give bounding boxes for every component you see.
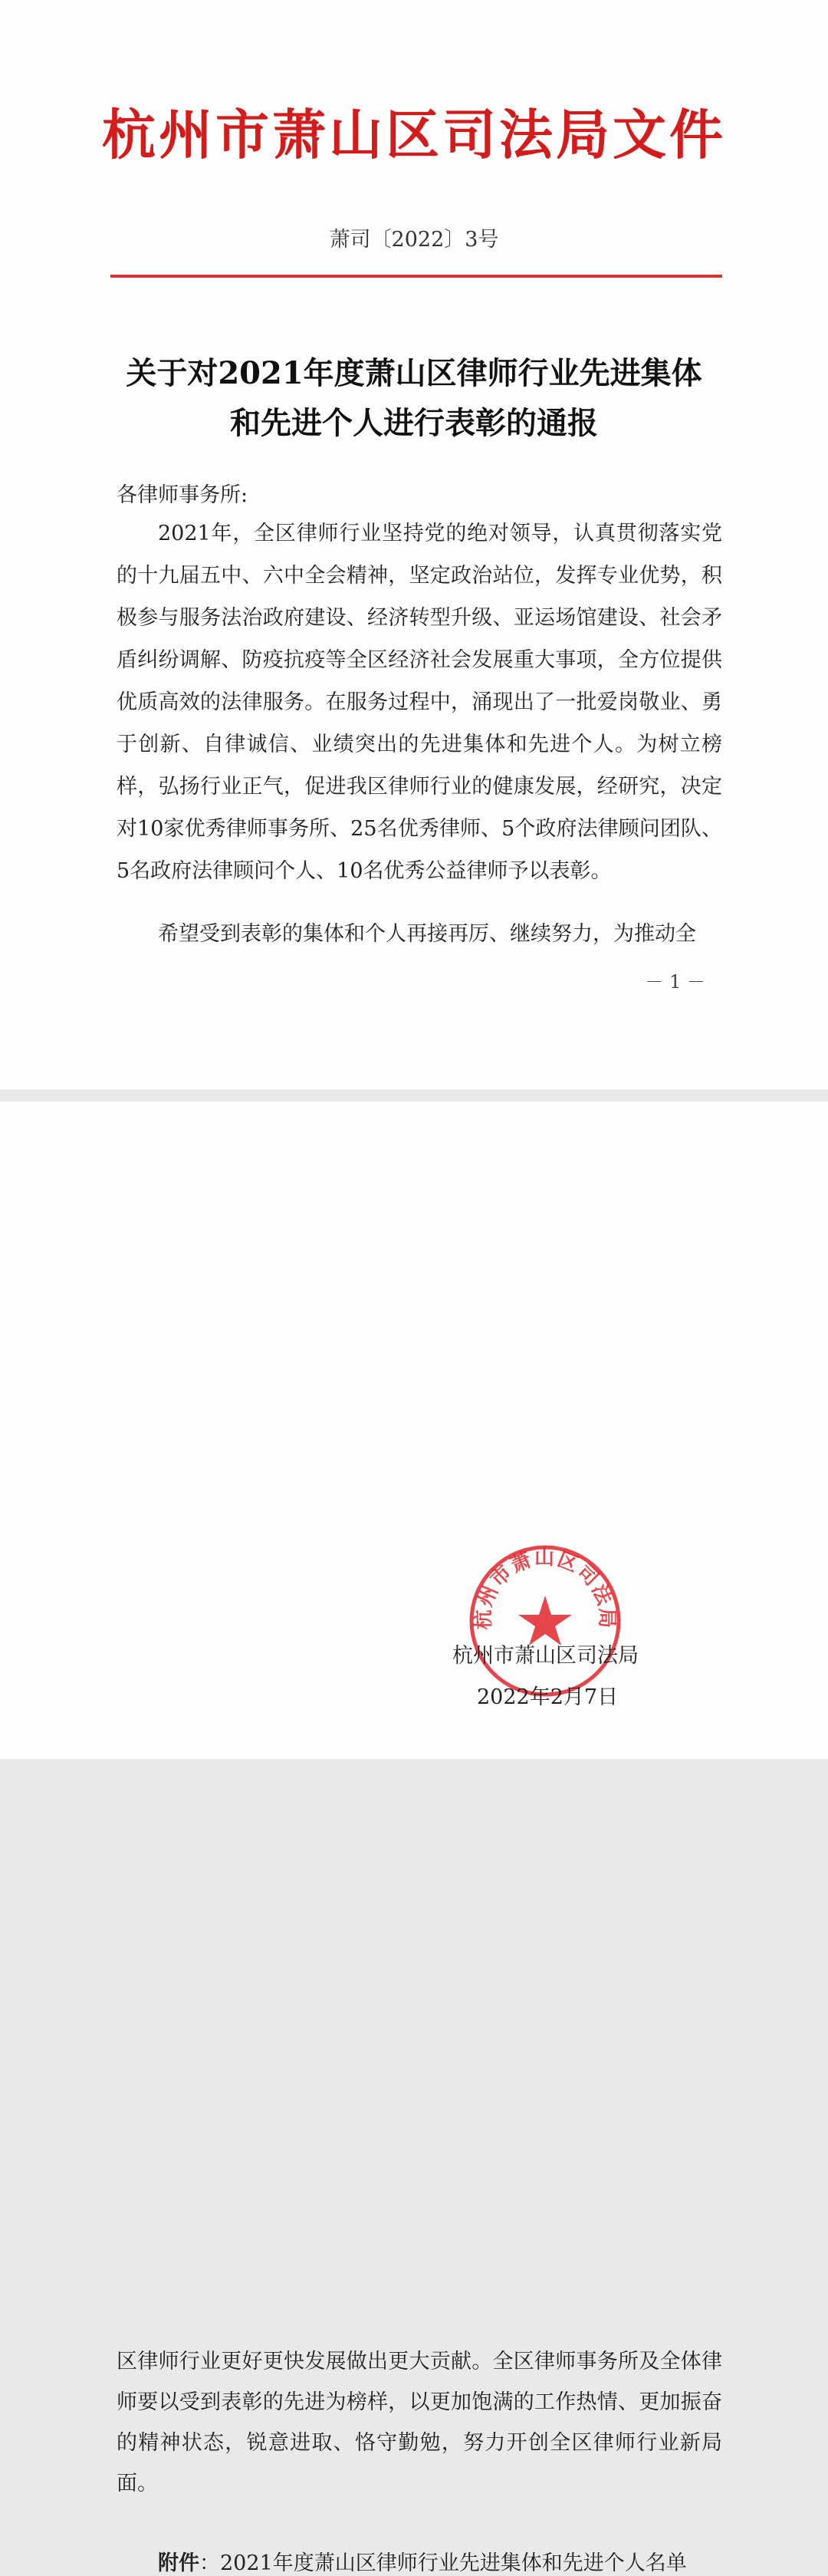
official-seal-icon (466, 1542, 624, 1700)
issuer-name: 杭州市萧山区司法局 (452, 1644, 639, 1668)
page-number: － 1 － (645, 971, 705, 993)
red-divider (110, 275, 722, 278)
document-page-1 (0, 0, 828, 1089)
body-paragraph-3: 区律师行业更好更快发展做出更大贡献。全区律师事务所及全体律师要以受到表彰的先进为榜样，以更加饱满的工作热情、更加振奋的精神状态，锐意进取、恪守勤勉，努力开创全区律师行业新局面。 (117, 2350, 722, 2495)
salutation: 各律师事务所: (117, 483, 248, 507)
notice-title-line-2: 和先进个人进行表彰的通报 (230, 405, 598, 441)
seal-text: 杭州市萧山区司法局 (472, 1547, 619, 1630)
notice-title-line-1: 关于对2021年度萧山区律师行业先进集体 (126, 355, 702, 391)
body-paragraph-2: 希望受到表彰的集体和个人再接再厉、继续努力，为推动全 (158, 922, 696, 946)
attachment-line (158, 2546, 687, 2576)
document-header-title: 杭州市萧山区司法局文件 (102, 103, 726, 166)
document-page-2 (0, 1102, 828, 2575)
attachment-text: ：2021年度萧山区律师行业先进集体和先进个人名单 (199, 2551, 687, 2575)
body-paragraph-1: 2021年，全区律师行业坚持党的绝对领导，认真贯彻落实党的十九届五中、六中全会精神，坚定政治站位，发挥专业优势，积极参与服务法治政府建设、经济转型升级、亚运场馆建设、社会矛盾纠纷调解、防疫抗疫等全区经济社会发展重大事项，全方位提供优质高效的法律服务。在服务过程中，涌现出了一批爱岗敬业、勇于创新、自律诚信、业绩突出的先进集体和先进个人。为树立榜样，弘扬行业正气，促进我区律师行业的健康发展，经研究，决定对10家优秀律师事务所、25名优秀律师、5个政府法律顾问团队、5名政府法律顾问个人、10名优秀公益律师予以表彰。 (117, 522, 722, 883)
attachment-label: 附件 (158, 2551, 199, 2575)
document-number: 萧司〔2022〕3号 (329, 228, 499, 252)
issue-date: 2022年2月7日 (477, 1685, 619, 1709)
